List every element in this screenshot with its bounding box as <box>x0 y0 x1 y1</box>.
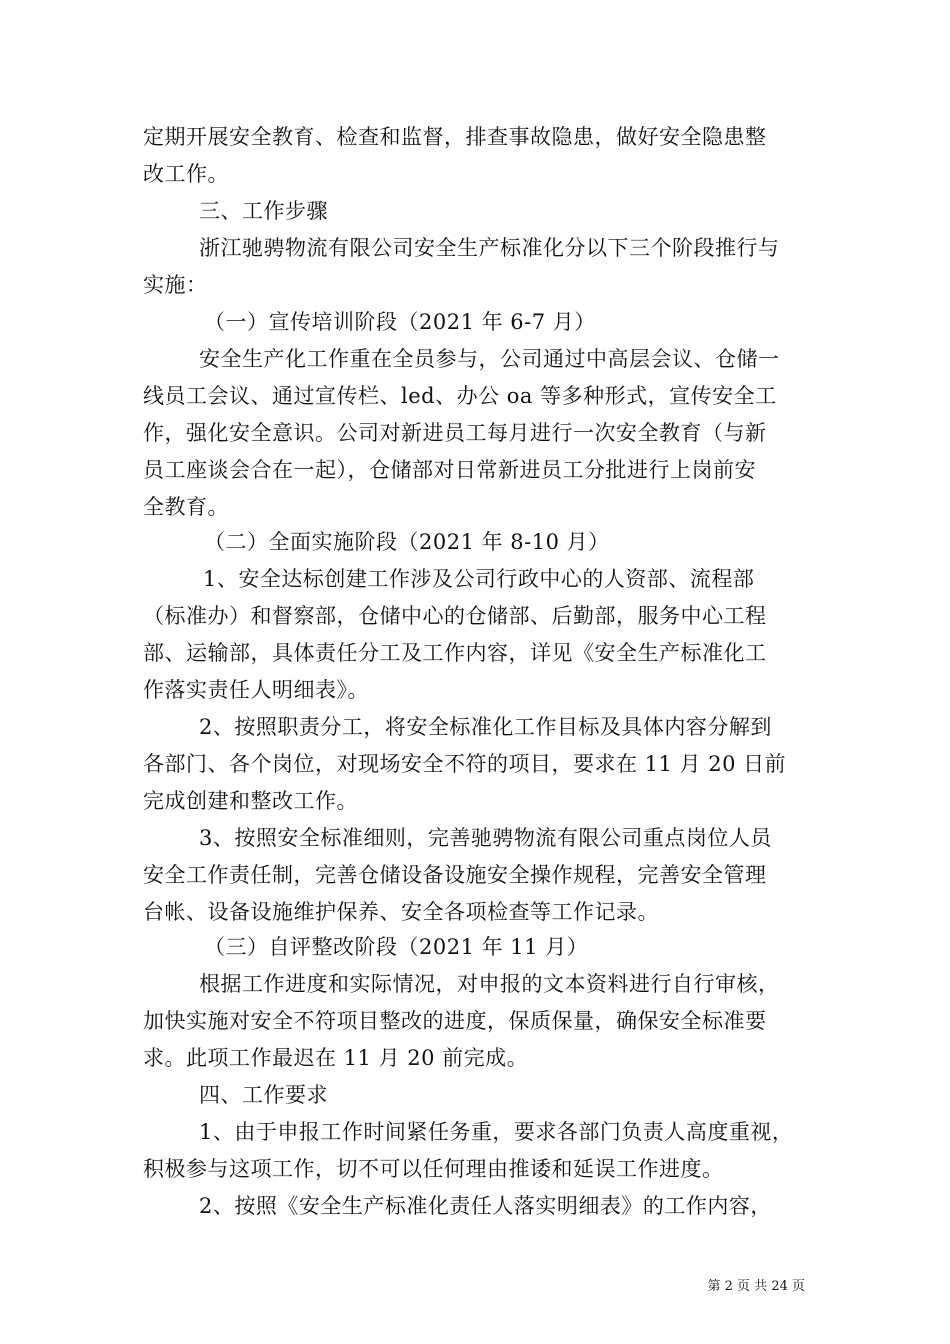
text-line: 加快实施对安全不符项目整改的进度，保质保量，确保安全标准要 <box>143 1009 767 1033</box>
text-line: 1、由于申报工作时间紧任务重，要求各部门负责人高度重视， <box>199 1120 794 1144</box>
text-line: 台帐、设备设施维护保养、安全各项检查等工作记录。 <box>143 900 659 924</box>
text-line: （标准办）和督察部，仓储中心的仓储部、后勤部，服务中心工程 <box>143 604 767 628</box>
page-number: 第 2 页 共 24 页 <box>707 1279 805 1294</box>
text-line: 浙江驰骋物流有限公司安全生产标准化分以下三个阶段推行与 <box>199 236 780 260</box>
text-line: 作，强化安全意识。公司对新进员工每月进行一次安全教育（与新 <box>143 421 767 445</box>
text-line: 3、按照安全标准细则，完善驰骋物流有限公司重点岗位人员 <box>199 826 772 850</box>
text-line: 员工座谈会合在一起），仓储部对日常新进员工分批进行上岗前安 <box>143 458 756 482</box>
subsection-heading: （一）宣传培训阶段（2021 年 6-7 月） <box>204 310 596 334</box>
text-line: 2、按照职责分工，将安全标准化工作目标及具体内容分解到 <box>199 715 772 739</box>
text-line: 2、按照《安全生产标准化责任人落实明细表》的工作内容， <box>199 1194 772 1218</box>
section-heading: 四、工作要求 <box>199 1083 328 1107</box>
text-line: 根据工作进度和实际情况，对申报的文本资料进行自行审核， <box>199 972 780 996</box>
text-line: 安全生产化工作重在全员参与，公司通过中高层会议、仓储一 <box>199 347 780 371</box>
subsection-heading: （二）全面实施阶段（2021 年 8-10 月） <box>204 530 610 554</box>
text-line: 定期开展安全教育、检查和监督，排查事故隐患，做好安全隐患整 <box>143 125 767 149</box>
text-line: 改工作。 <box>143 162 229 186</box>
text-line: 积极参与这项工作，切不可以任何理由推诿和延误工作进度。 <box>143 1157 724 1181</box>
text-line: 1、安全达标创建工作涉及公司行政中心的人资部、流程部 <box>203 567 755 591</box>
text-line: 全教育。 <box>143 495 229 519</box>
text-line: 部、运输部，具体责任分工及工作内容，详见《安全生产标准化工 <box>143 641 767 665</box>
text-line: 各部门、各个岗位，对现场安全不符的项目，要求在 11 月 20 日前 <box>143 752 787 776</box>
section-heading: 三、工作步骤 <box>199 199 328 223</box>
text-line: 安全工作责任制，完善仓储设备设施安全操作规程，完善安全管理 <box>143 863 767 887</box>
text-line: 作落实责任人明细表》。 <box>143 678 369 702</box>
text-line: 实施： <box>143 273 208 297</box>
text-line: 求。此项工作最迟在 11 月 20 前完成。 <box>143 1046 529 1070</box>
text-line: 完成创建和整改工作。 <box>143 789 358 813</box>
text-line: 线员工会议、通过宣传栏、led、办公 oa 等多种形式，宣传安全工 <box>143 384 777 408</box>
subsection-heading: （三）自评整改阶段（2021 年 11 月） <box>204 935 589 959</box>
